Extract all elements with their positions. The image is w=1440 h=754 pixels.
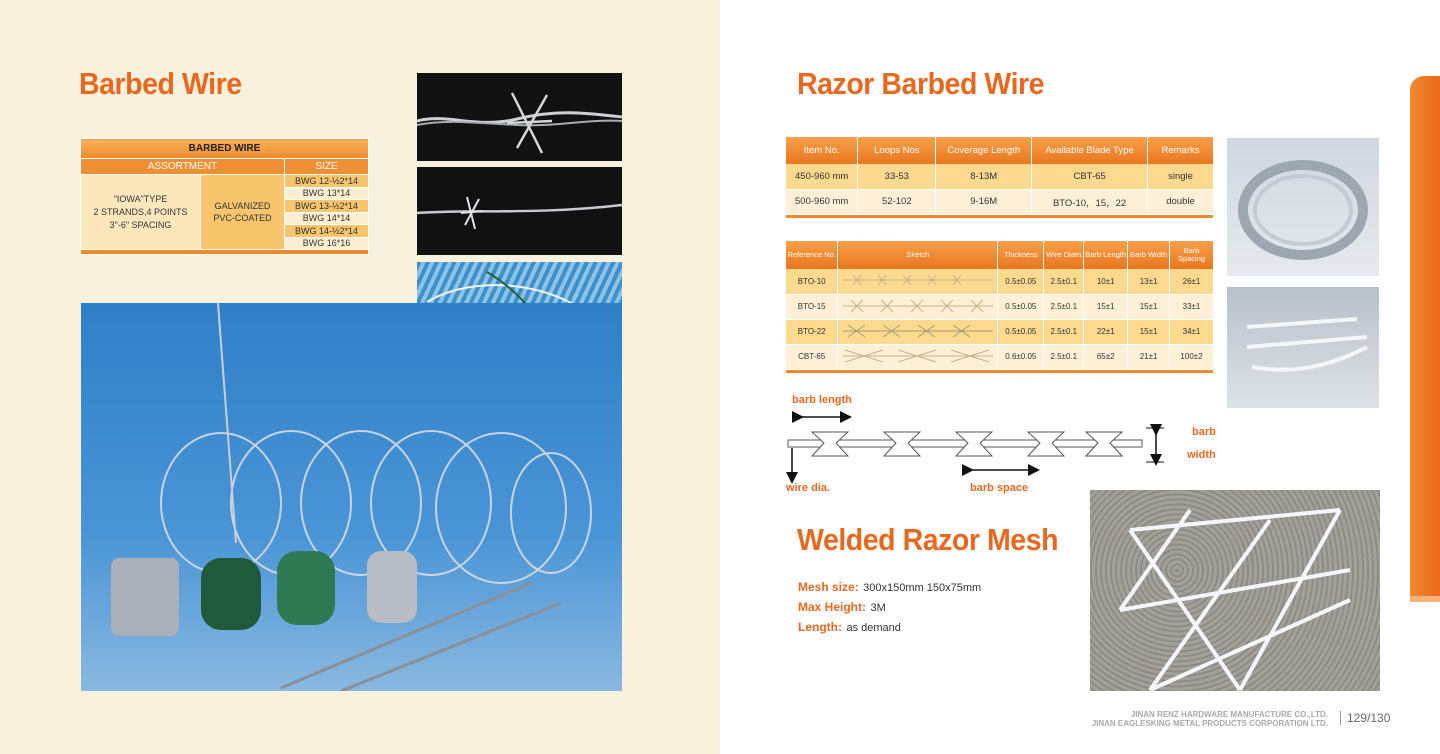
header-blade-type: Available Blade Type	[1032, 137, 1148, 164]
table-row	[786, 189, 1214, 214]
max-height-line	[798, 598, 886, 616]
max-height-value: 3M	[870, 602, 886, 614]
page-number: 129/130	[1340, 711, 1390, 725]
header-barb-length: Barb Length	[1084, 241, 1128, 269]
cell: 22±1	[1084, 319, 1128, 344]
size-cell: BWG 13*14	[285, 187, 369, 200]
header-coverage: Coverage Length	[936, 137, 1032, 164]
barbed-wire-strand-graphic	[417, 73, 622, 161]
footer-companies	[1092, 710, 1328, 728]
blade-sketch	[843, 273, 993, 287]
header-assortment: ASSORTMENT	[81, 159, 285, 175]
cell: 21±1	[1128, 344, 1170, 369]
length-line	[798, 618, 901, 636]
finish-cell	[201, 175, 285, 250]
barbed-wire-strand-graphic	[417, 167, 622, 255]
cell: 8-13M	[936, 164, 1032, 189]
welded-razor-mesh-title: Welded Razor Mesh	[797, 522, 1059, 557]
cell: BTO-22	[786, 319, 838, 344]
cell: 0.5±0.05	[998, 294, 1044, 319]
blade-sketch	[843, 349, 993, 363]
length-label: Length:	[798, 620, 842, 634]
size-cell: BWG 16*16	[285, 237, 369, 250]
cell: 450-960 mm	[786, 164, 858, 189]
cell: 65±2	[1084, 344, 1128, 369]
max-height-label: Max Height:	[798, 600, 867, 614]
side-tab	[1410, 76, 1440, 596]
cell: 15±1	[1084, 294, 1128, 319]
barb-space-label: barb space	[970, 482, 1029, 494]
cell: 33-53	[858, 164, 936, 189]
razor-blade-graphic	[1227, 287, 1379, 408]
assortment-line: "IOWA"TYPE	[113, 193, 168, 204]
razor-coil-graphic	[1227, 138, 1379, 276]
table-row	[786, 164, 1214, 189]
blade-sketch	[843, 324, 993, 338]
cell: 15±1	[1128, 294, 1170, 319]
table-footer-bar	[786, 369, 1214, 373]
table-footer-bar	[81, 250, 369, 255]
size-cell: BWG 14*14	[285, 212, 369, 225]
cell: 10±1	[1084, 269, 1128, 294]
table-caption: BARBED WIRE	[81, 139, 369, 159]
sketch-cell	[838, 319, 998, 344]
cell: single	[1148, 164, 1214, 189]
table-row	[786, 294, 1214, 319]
cell: 0.5±0.05	[998, 269, 1044, 294]
table-row	[786, 319, 1214, 344]
barb-length-label: barb length	[792, 394, 852, 406]
cell: 9-16M	[936, 189, 1032, 214]
cell: 0.5±0.05	[998, 319, 1044, 344]
cell: BTO-15	[786, 294, 838, 319]
cell: 2.5±0.1	[1044, 319, 1084, 344]
cell: 15±1	[1128, 319, 1170, 344]
width-label: width	[1187, 449, 1216, 461]
cell: 26±1	[1170, 269, 1214, 294]
razor-coil-photo	[1227, 138, 1379, 276]
barbed-wire-photo-1	[417, 73, 622, 161]
barb-dimension-diagram	[786, 408, 1186, 484]
size-cell: BWG 13-½2*14	[285, 200, 369, 213]
razor-blade-photo	[1227, 287, 1379, 408]
cell: 2.5±0.1	[1044, 294, 1084, 319]
header-reference: Reference No.	[786, 241, 838, 269]
cell: 100±2	[1170, 344, 1214, 369]
finish-line: PVC-COATED	[213, 213, 272, 223]
size-cell: BWG 14-½2*14	[285, 225, 369, 238]
header-barb-width: Barb Width	[1128, 241, 1170, 269]
size-cell: BWG 12-½2*14	[285, 175, 369, 188]
cell: 2.5±0.1	[1044, 344, 1084, 369]
header-barb-spacing: Barb Spacing	[1170, 241, 1214, 269]
length-value: as demand	[846, 622, 901, 634]
cell: 34±1	[1170, 319, 1214, 344]
cell: BTO-10，15，22	[1032, 189, 1148, 214]
sketch-cell	[838, 269, 998, 294]
side-tab-accent	[1410, 596, 1440, 602]
barbed-wire-title: Barbed Wire	[79, 66, 242, 101]
barb-label: barb	[1192, 426, 1216, 438]
sketch-cell	[838, 294, 998, 319]
sketch-cell	[838, 344, 998, 369]
barbed-wire-coils-photo	[81, 303, 622, 691]
mesh-size-line	[798, 578, 981, 596]
cell: BTO-10	[786, 269, 838, 294]
blade-sketch	[843, 299, 993, 313]
welded-mesh-photo	[1090, 490, 1380, 691]
table-footer-bar	[786, 214, 1214, 218]
wire-dia-label: wire dia.	[786, 482, 831, 494]
assortment-line: 2 STRANDS,4 POINTS	[93, 206, 188, 217]
mesh-graphic	[1090, 490, 1380, 691]
cell: 2.5±0.1	[1044, 269, 1084, 294]
company-name: JINAN EAGLESKING METAL PRODUCTS CORPORATION LTD.	[1091, 719, 1328, 728]
cell: 13±1	[1128, 269, 1170, 294]
cell: 0.6±0.05	[998, 344, 1044, 369]
header-wire-diam: Wire Diam	[1044, 241, 1084, 269]
header-sketch: Sketch	[838, 241, 998, 269]
barbed-wire-table	[80, 138, 369, 255]
mesh-size-label: Mesh size:	[798, 580, 859, 594]
header-loops: Loops Nos	[858, 137, 936, 164]
company-name: JINAN RENZ HARDWARE MANUFACTURE CO.,LTD.	[1130, 710, 1328, 719]
reference-table	[786, 241, 1214, 374]
table-row	[786, 344, 1214, 369]
cell: CBT-65	[1032, 164, 1148, 189]
cell: 33±1	[1170, 294, 1214, 319]
coils-graphic	[81, 303, 622, 691]
barbed-wire-photo-2	[417, 167, 622, 255]
header-size: SIZE	[285, 159, 369, 175]
mesh-size-value: 300x150mm 150x75mm	[863, 582, 982, 594]
assortment-line: 3"-6" SPACING	[109, 219, 172, 230]
header-item-no: Item No.	[786, 137, 858, 164]
razor-spec-table	[786, 137, 1214, 219]
cell: double	[1148, 189, 1214, 214]
cell: 52-102	[858, 189, 936, 214]
cell: 500-960 mm	[786, 189, 858, 214]
header-thickness: Thickness	[998, 241, 1044, 269]
table-row	[786, 269, 1214, 294]
cell: CBT-65	[786, 344, 838, 369]
assortment-cell	[81, 175, 201, 250]
header-remarks: Remarks	[1148, 137, 1214, 164]
finish-line: GALVANIZED	[214, 201, 271, 211]
razor-barbed-wire-title: Razor Barbed Wire	[797, 66, 1045, 101]
